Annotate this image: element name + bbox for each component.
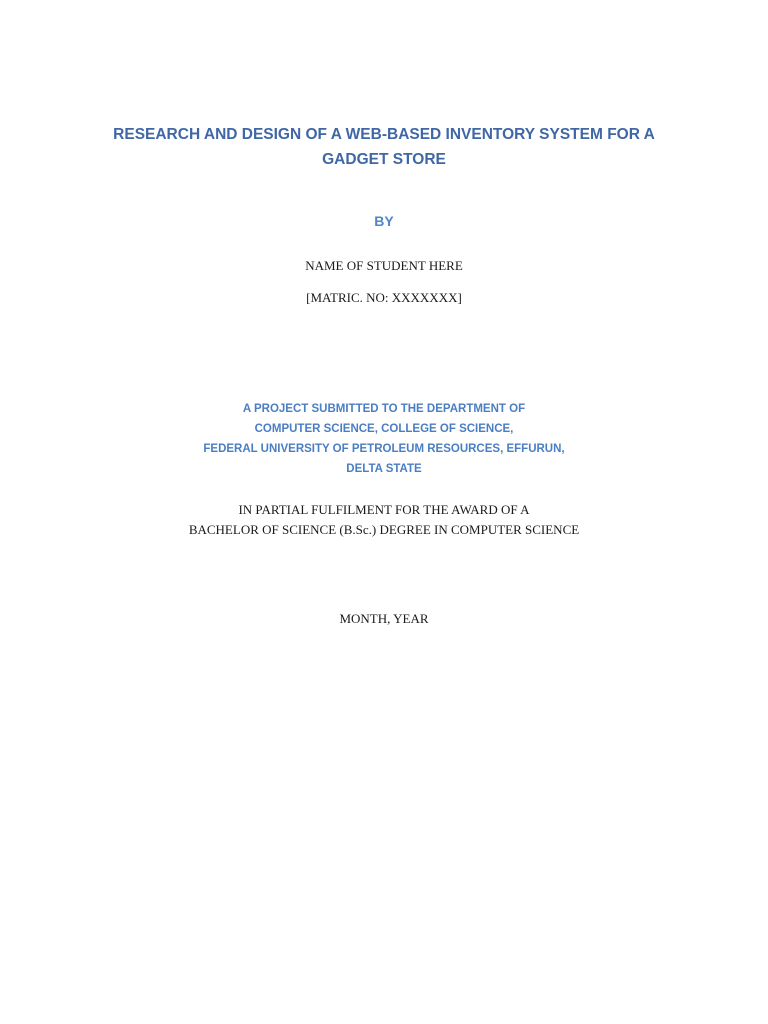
document-title-line-1: RESEARCH AND DESIGN OF A WEB-BASED INVENTORY SYSTEM FOR A (113, 126, 655, 143)
submission-date: MONTH, YEAR (339, 611, 429, 626)
submission-line: FEDERAL UNIVERSITY OF PETROLEUM RESOURCES, EFFURUN, (203, 443, 565, 455)
document-title-line-2: GADGET STORE (322, 151, 446, 168)
award-line: IN PARTIAL FULFILMENT FOR THE AWARD OF A (238, 502, 530, 517)
award-line: BACHELOR OF SCIENCE (B.Sc.) DEGREE IN COMPUTER SCIENCE (188, 522, 580, 537)
submission-line: A PROJECT SUBMITTED TO THE DEPARTMENT OF (242, 403, 526, 415)
by-label: BY (374, 213, 394, 229)
student-name: NAME OF STUDENT HERE (305, 258, 463, 273)
matric-number: [MATRIC. NO: XXXXXXX] (306, 290, 462, 305)
submission-line: DELTA STATE (346, 463, 422, 475)
submission-line: COMPUTER SCIENCE, COLLEGE OF SCIENCE, (254, 423, 514, 435)
